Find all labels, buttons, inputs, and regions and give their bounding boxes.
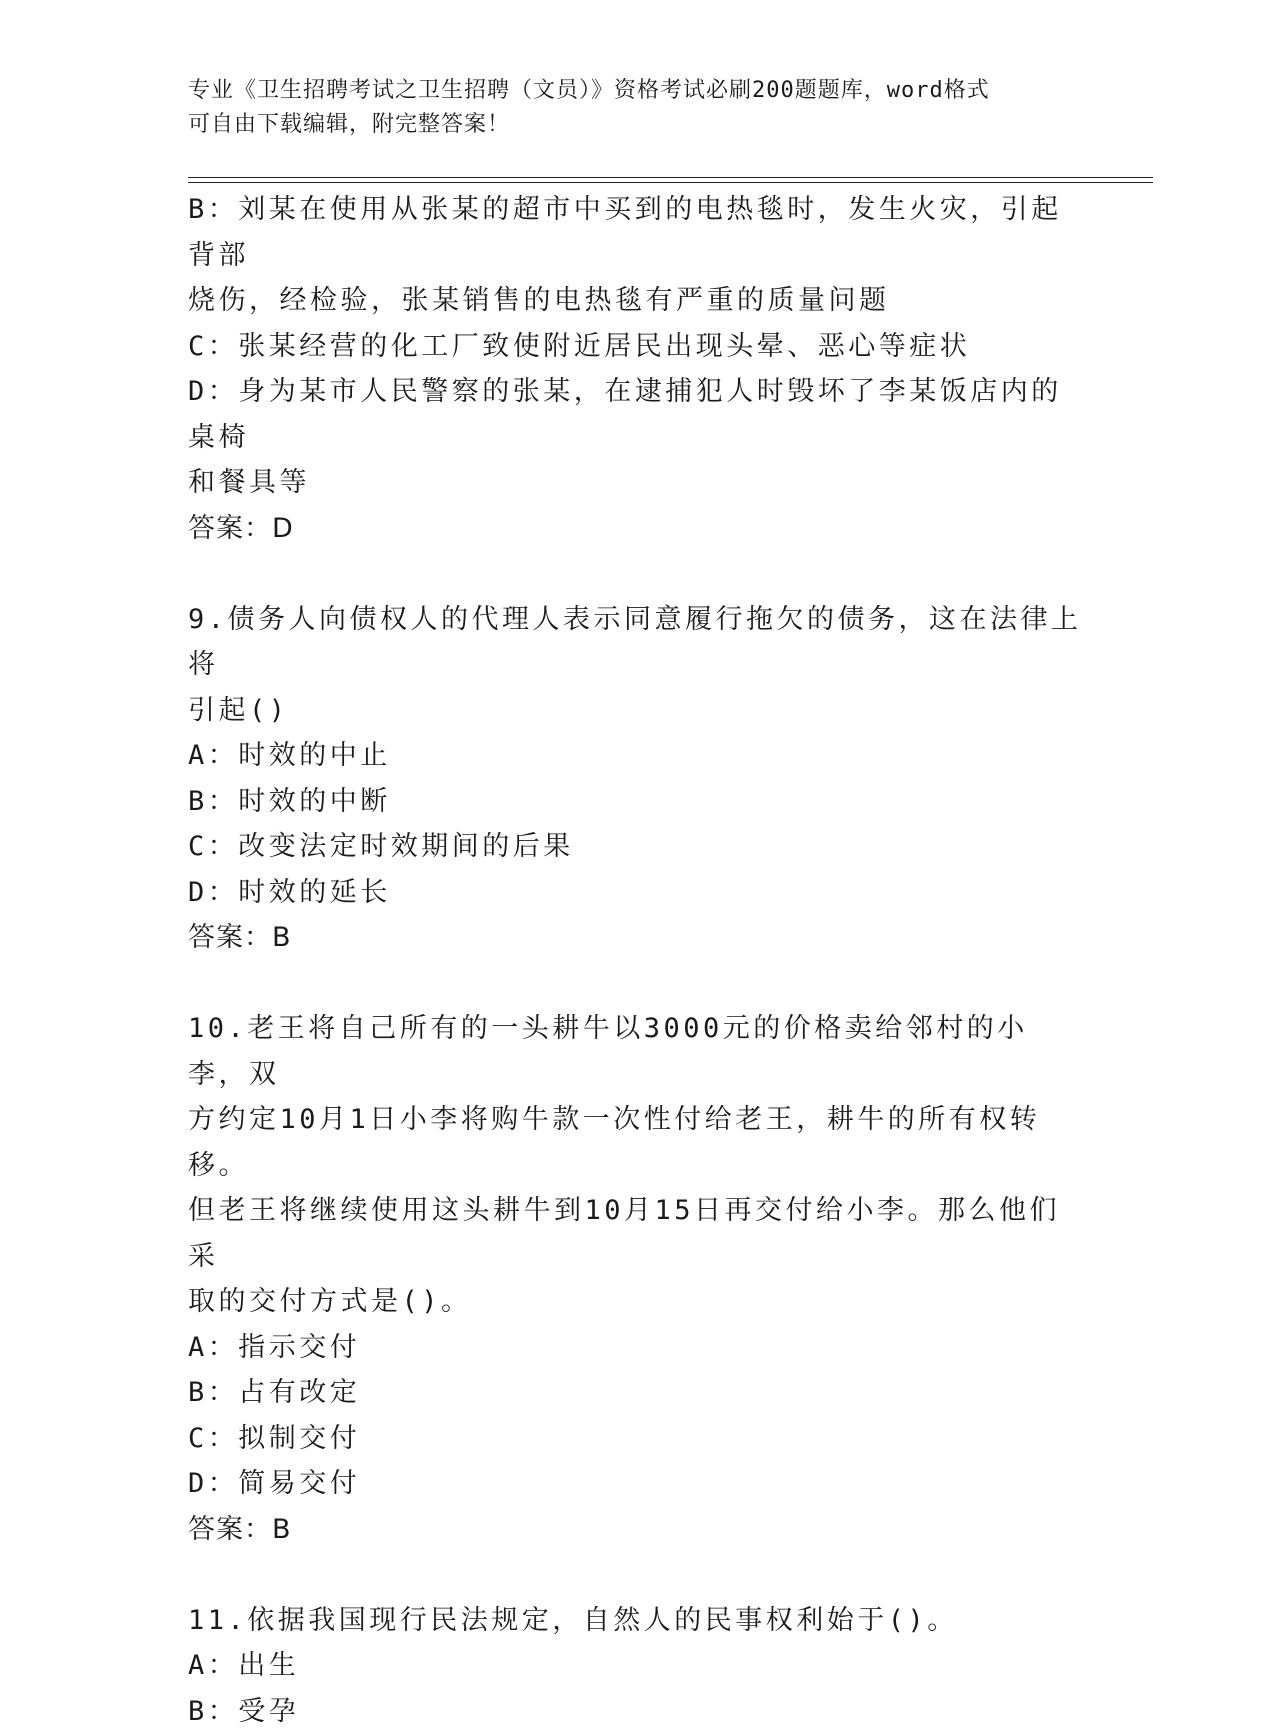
question-8 bbox=[188, 187, 1088, 551]
q10-option-d: D：简易交付 bbox=[188, 1461, 1088, 1507]
q10-question-line-4: 取的交付方式是()。 bbox=[188, 1279, 1088, 1325]
question-10 bbox=[188, 1006, 1088, 1552]
q9-option-d: D：时效的延长 bbox=[188, 870, 1088, 916]
q10-answer: 答案：B bbox=[188, 1507, 1088, 1553]
q10-option-c: C：拟制交付 bbox=[188, 1416, 1088, 1462]
header-divider-top bbox=[188, 177, 1153, 178]
document-header bbox=[188, 74, 1078, 142]
q10-option-b: B：占有改定 bbox=[188, 1370, 1088, 1416]
header-divider-bottom bbox=[188, 182, 1153, 183]
question-9 bbox=[188, 597, 1088, 961]
q8-option-d-line-2: 和餐具等 bbox=[188, 460, 1088, 506]
q9-option-a: A：时效的中止 bbox=[188, 733, 1088, 779]
question-11 bbox=[188, 1598, 1088, 1734]
q10-question-line-1: 10.老王将自己所有的一头耕牛以3000元的价格卖给邻村的小李，双 bbox=[188, 1006, 1088, 1097]
header-line-2: 可自由下载编辑，附完整答案！ bbox=[188, 108, 1078, 142]
q8-answer: 答案：D bbox=[188, 506, 1088, 552]
question-list bbox=[188, 187, 1088, 1734]
q9-question-line-1: 9.债务人向债权人的代理人表示同意履行拖欠的债务，这在法律上将 bbox=[188, 597, 1088, 688]
q9-question-line-2: 引起() bbox=[188, 688, 1088, 734]
q10-option-a: A：指示交付 bbox=[188, 1325, 1088, 1371]
q11-question-line-1: 11.依据我国现行民法规定，自然人的民事权利始于()。 bbox=[188, 1598, 1088, 1644]
spacer bbox=[188, 961, 1088, 1007]
q10-question-line-2: 方约定10月1日小李将购牛款一次性付给老王，耕牛的所有权转移。 bbox=[188, 1097, 1088, 1188]
spacer bbox=[188, 551, 1088, 597]
q9-option-b: B：时效的中断 bbox=[188, 779, 1088, 825]
q9-option-c: C：改变法定时效期间的后果 bbox=[188, 824, 1088, 870]
q11-option-a: A：出生 bbox=[188, 1643, 1088, 1689]
q8-option-d-line-1: D：身为某市人民警察的张某，在逮捕犯人时毁坏了李某饭店内的桌椅 bbox=[188, 369, 1088, 460]
q9-answer: 答案：B bbox=[188, 915, 1088, 961]
spacer bbox=[188, 1552, 1088, 1598]
q10-question-line-3: 但老王将继续使用这头耕牛到10月15日再交付给小李。那么他们采 bbox=[188, 1188, 1088, 1279]
q8-option-b-line-1: B：刘某在使用从张某的超市中买到的电热毯时，发生火灾，引起背部 bbox=[188, 187, 1088, 278]
q8-option-b-line-2: 烧伤，经检验，张某销售的电热毯有严重的质量问题 bbox=[188, 278, 1088, 324]
q11-option-b: B：受孕 bbox=[188, 1689, 1088, 1734]
q8-option-c: C：张某经营的化工厂致使附近居民出现头晕、恶心等症状 bbox=[188, 324, 1088, 370]
header-line-1: 专业《卫生招聘考试之卫生招聘（文员）》资格考试必刷200题题库，word格式 bbox=[188, 74, 1078, 108]
